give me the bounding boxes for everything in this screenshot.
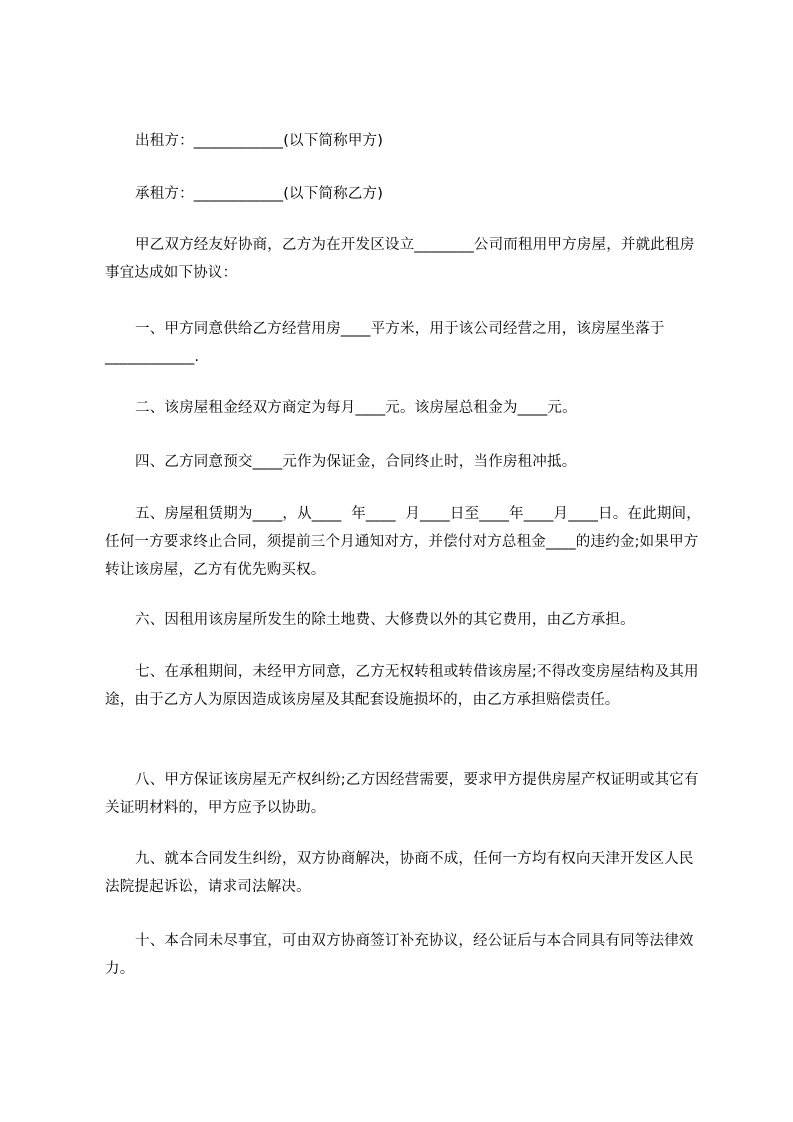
clause-5: 五、房屋租赁期为____，从____ 年____ 月____日至____年____月____日。在此期间，任何一方要求终止合同，须提前三个月通知对方，并偿付对方总租金____的违约金;如果甲方转让该房屋，乙方有优先购买权。 [105, 506, 701, 578]
lessor-line: 出租方：____________(以下简称甲方) [135, 133, 384, 149]
clause-8: 八、甲方保证该房屋无产权纠纷;乙方因经营需要，要求甲方提供房屋产权证明或其它有关证明材料的，甲方应予以协助。 [105, 772, 699, 816]
clause-2: 二、该房屋租金经双方商定为每月____元。该房屋总租金为____元。 [135, 400, 577, 416]
clause-6: 六、因租用该房屋所发生的除土地费、大修费以外的其它费用，由乙方承担。 [135, 612, 635, 628]
clause-9: 九、就本合同发生纠纷，双方协商解决，协商不成，任何一方均有权向天津开发区人民法院提起诉讼，请求司法解决。 [105, 851, 694, 895]
lessee-line: 承租方：____________(以下简称乙方) [135, 186, 384, 202]
clause-10: 十、本合同未尽事宜，可由双方协商签订补充协议，经公证后与本合同具有同等法律效力。 [105, 933, 694, 977]
clause-7: 七、在承租期间，未经甲方同意，乙方无权转租或转借该房屋;不得改变房屋结构及其用途，由于乙方人为原因造成该房屋及其配套设施损坏的，由乙方承担赔偿责任。 [105, 664, 699, 708]
clause-1: 一、甲方同意供给乙方经营用房____平方米，用于该公司经营之用，该房屋坐落于____________. [105, 321, 665, 365]
clause-4: 四、乙方同意预交____元作为保证金，合同终止时，当作房租冲抵。 [135, 454, 577, 470]
preamble-paragraph: 甲乙双方经友好协商，乙方为在开发区设立________公司而租用甲方房屋，并就此租房事宜达成如下协议： [105, 237, 695, 281]
